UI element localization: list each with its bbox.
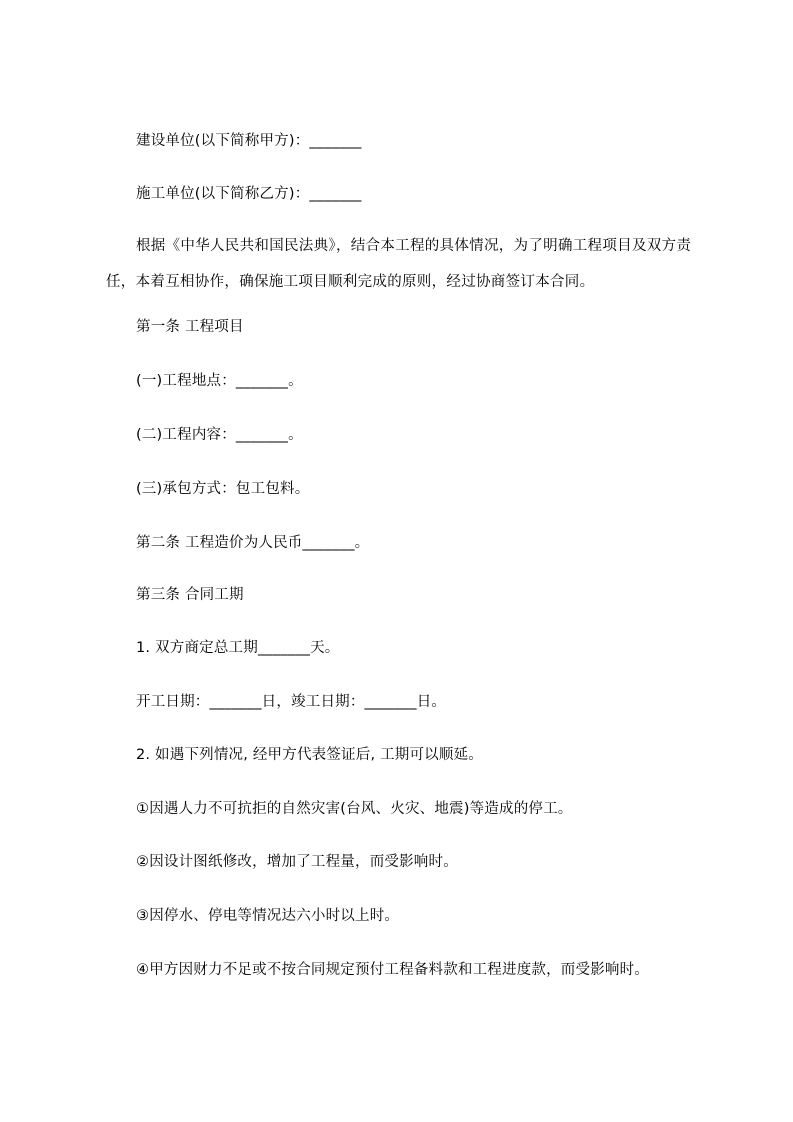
total-period-line: 1. 双方商定总工期_______天。 bbox=[136, 640, 340, 656]
article-3-heading: 第三条 合同工期 bbox=[136, 587, 244, 603]
contract-method-line: (三)承包方式：包工包料。 bbox=[136, 481, 310, 497]
extension-conditions-line: 2. 如遇下列情况, 经甲方代表签证后, 工期可以顺延。 bbox=[136, 747, 483, 763]
project-location-line: (一)工程地点：_______。 bbox=[136, 373, 303, 389]
condition-3-line: ③因停水、停电等情况达六小时以上时。 bbox=[136, 908, 400, 924]
condition-2-line: ②因设计图纸修改，增加了工程量，而受影响时。 bbox=[136, 854, 458, 870]
condition-1-line: ①因遇人力不可抗拒的自然灾害(台风、火灾、地震)等造成的停工。 bbox=[136, 801, 573, 817]
party-b-line: 施工单位(以下简称乙方)：_______ bbox=[136, 186, 362, 202]
party-a-line: 建设单位(以下简称甲方)：_______ bbox=[136, 133, 362, 149]
preamble-paragraph: 根据《中华人民共和国民法典》，结合本工程的具体情况，为了明确工程项目及双方责任，本着互相协作，确保施工项目顺利完成的原则，经过协商签订本合同。 bbox=[106, 238, 692, 290]
article-1-heading: 第一条 工程项目 bbox=[136, 319, 244, 335]
condition-4-line: ④甲方因财力不足或不按合同规定预付工程备料款和工程进度款，而受影响时。 bbox=[136, 962, 649, 978]
project-content-line: (二)工程内容：_______。 bbox=[136, 427, 303, 443]
start-end-date-line: 开工日期：_______日，竣工日期：_______日。 bbox=[136, 694, 447, 710]
article-2-line: 第二条 工程造价为人民币_______。 bbox=[136, 535, 370, 551]
